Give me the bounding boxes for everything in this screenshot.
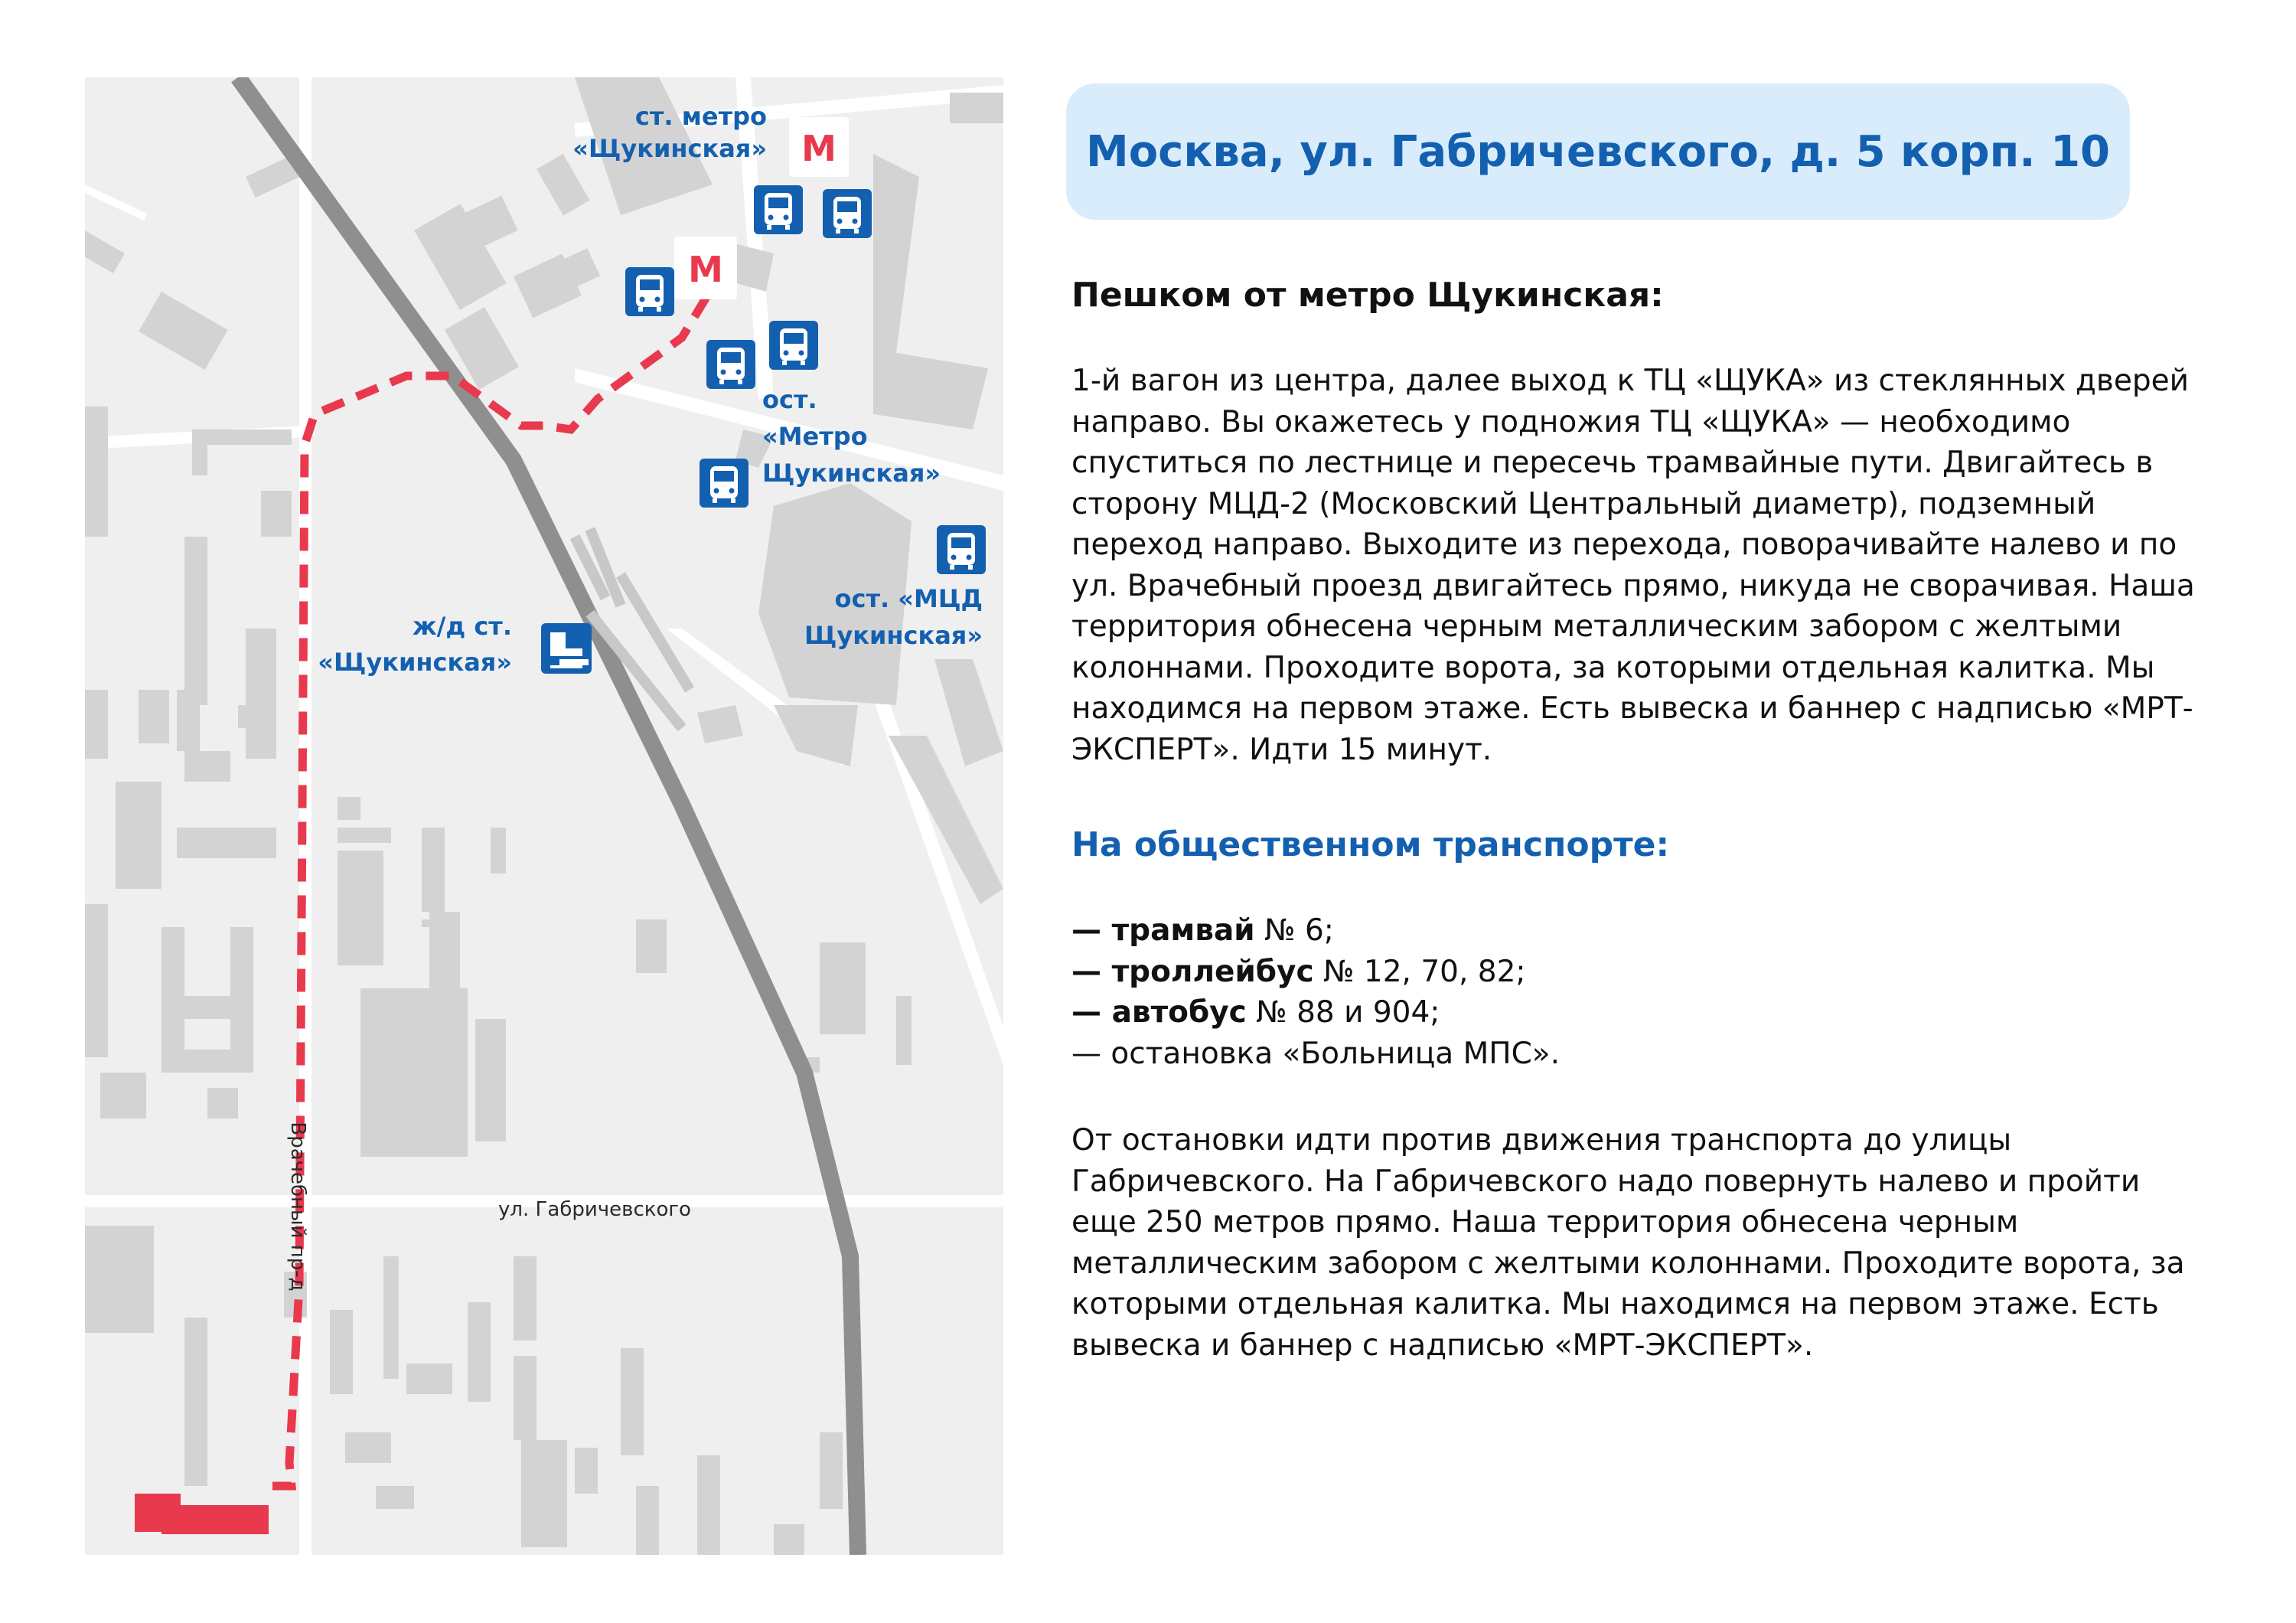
address-banner <box>1066 83 2130 220</box>
walk-line: переход направо. Выходите из перехода, поворачивайте налево и по <box>1071 527 2177 562</box>
directions-content <box>1071 276 2235 1366</box>
street-label-vrachebny: Врачебный пр-д <box>286 1122 309 1292</box>
walk-line: колоннами. Проходите ворота, за которыми отдельная калитка. Мы <box>1071 650 2155 685</box>
walk-line: ЭКСПЕРТ». Идти 15 минут. <box>1071 732 1492 767</box>
bus-stop-icon[interactable] <box>823 189 872 238</box>
walk-line: направо. Вы окажетесь у подножия ТЦ «ЩУКА» — необходимо <box>1071 404 2071 439</box>
metro-letter: М <box>801 128 837 169</box>
transit-line: еще 250 метров прямо. Наша территория обнесена черным <box>1071 1205 2019 1239</box>
mcd-stop-label-line2: Щукинская» <box>804 621 983 650</box>
train-station-icon[interactable] <box>541 623 592 674</box>
map[interactable] <box>85 77 1003 1555</box>
transit-line: вывеска и баннер с надписью «МРТ-ЭКСПЕРТ». <box>1071 1327 1814 1363</box>
destination-building-wing <box>161 1505 269 1534</box>
mcd-stop-label-line1: ост. «МЦД <box>834 584 983 613</box>
walk-directions <box>1071 361 2235 770</box>
buildings <box>85 77 1003 1555</box>
walk-line: сторону МЦД-2 (Московский Центральный диаметр), подземный <box>1071 486 2096 521</box>
train-station-label-line1: ж/д ст. <box>412 612 512 641</box>
map-canvas <box>85 77 1003 1555</box>
transit-type: — троллейбус <box>1071 954 1314 989</box>
bus-stop-label-line2: «Метро <box>762 422 868 451</box>
metro-letter: М <box>688 249 723 290</box>
bus-stop-icon[interactable] <box>706 340 755 389</box>
transit-item <box>1071 910 2235 952</box>
metro-icon[interactable] <box>674 237 737 299</box>
address-title: Москва, ул. Габричевского, д. 5 корп. 10 <box>1085 126 2111 177</box>
transit-line: Габричевского. На Габричевского надо повернуть налево и пройти <box>1071 1164 2141 1199</box>
metro-station-label-line2: «Щукинская» <box>572 134 767 163</box>
bus-stop-icon[interactable] <box>625 267 674 316</box>
bus-stop-icon[interactable] <box>769 321 818 370</box>
transit-type: — автобус <box>1071 995 1247 1030</box>
transit-routes: № 88 и 904; <box>1246 995 1440 1030</box>
walk-line: находимся на первом этаже. Есть вывеска и баннер с надписью «МРТ- <box>1071 691 2193 726</box>
transit-item <box>1071 992 2235 1034</box>
transit-line: металлическим забором с желтыми колоннами. Проходите ворота, за <box>1071 1246 2185 1281</box>
walk-line: территория обнесена черным металлическим забором с желтыми <box>1071 609 2122 644</box>
transit-list <box>1071 910 2235 1074</box>
bus-stop-icon[interactable] <box>754 185 803 234</box>
transit-routes: № 12, 70, 82; <box>1313 954 1526 989</box>
metro-station-label-line1: ст. метро <box>634 102 767 131</box>
transit-item <box>1071 952 2235 993</box>
transit-heading: На общественном транспорте: <box>1071 825 1670 864</box>
transit-routes: — остановка «Больница МПС». <box>1071 1036 1561 1071</box>
walk-line: спуститься по лестнице и пересечь трамвайные пути. Двигайтесь в <box>1071 446 2154 480</box>
walk-line: ул. Врачебный проезд двигайтесь прямо, никуда не сворачивая. Наша <box>1071 568 2195 603</box>
transit-item <box>1071 1034 2235 1075</box>
walk-heading: Пешком от метро Щукинская: <box>1071 276 1664 315</box>
metro-icon[interactable] <box>789 117 849 177</box>
bus-stop-icon[interactable] <box>700 459 748 508</box>
transit-routes: № 6; <box>1254 913 1334 948</box>
transit-directions <box>1071 1120 2235 1366</box>
bus-stop-icon[interactable] <box>937 525 986 574</box>
bus-stop-label-line1: ост. <box>762 385 817 414</box>
train-station-label-line2: «Щукинская» <box>318 648 512 677</box>
transit-type: — трамвай <box>1071 913 1255 948</box>
transit-line: которыми отдельная калитка. Мы находимся на первом этаже. Есть <box>1071 1287 2159 1321</box>
walk-line: 1-й вагон из центра, далее выход к ТЦ «ЩУКА» из стеклянных дверей <box>1071 364 2189 398</box>
transit-line: От остановки идти против движения транспорта до улицы <box>1071 1123 2012 1158</box>
bus-stop-label-line3: Щукинская» <box>762 459 941 488</box>
street-label-gabrichevskogo: ул. Габричевского <box>498 1198 691 1221</box>
